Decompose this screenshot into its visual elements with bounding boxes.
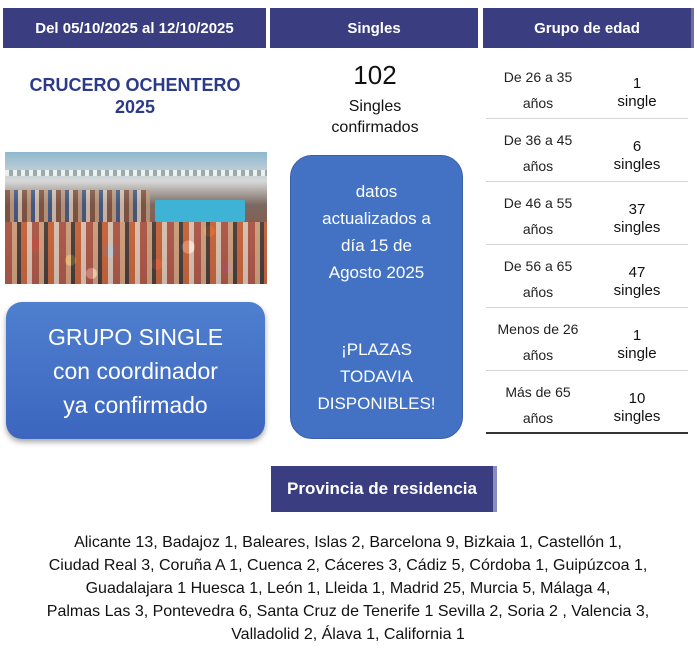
updated-line4: Agosto 2025 (328, 263, 425, 282)
age-range (488, 127, 588, 179)
single-group-line3: ya confirmado (63, 391, 208, 418)
age-range-line1: De 36 a 45 (503, 132, 573, 148)
province-line: Guadalajara 1 Huesca 1, León 1, Lleida 1, Madrid 25, Murcia 5, Málaga 4, (85, 580, 611, 597)
photo-pool (155, 200, 245, 222)
updated-line2: actualizados a (322, 209, 431, 228)
age-range-line1: De 26 a 35 (503, 69, 573, 85)
avail-line3: DISPONIBLES! (317, 394, 436, 413)
age-range-line2: años (522, 158, 554, 174)
photo-crowd-front (5, 222, 267, 284)
cruise-title (10, 74, 260, 118)
single-group-line1: GRUPO SINGLE (47, 323, 224, 350)
age-row (486, 371, 688, 434)
singles-count-label (275, 96, 475, 138)
age-count-unit: singles (613, 156, 661, 173)
age-range (488, 379, 588, 431)
singles-label-line2: confirmados (331, 119, 419, 136)
age-range (488, 253, 588, 305)
age-count (602, 264, 672, 300)
info-box (290, 155, 463, 439)
avail-line1: ¡PLAZAS (341, 340, 412, 359)
age-count-unit: single (617, 93, 657, 110)
age-count-unit: singles (613, 282, 661, 299)
age-count-value: 10 (628, 390, 646, 407)
province-line: Valladolid 2, Álava 1, California 1 (231, 626, 465, 643)
age-row (486, 245, 688, 308)
age-range (488, 190, 588, 242)
age-row (486, 182, 688, 245)
age-row (486, 56, 688, 119)
age-range-line1: Menos de 26 (497, 321, 579, 337)
age-range-line2: años (522, 221, 554, 237)
age-count (602, 390, 672, 426)
updated-line1: datos (355, 182, 398, 201)
age-count-value: 1 (632, 327, 642, 344)
age-range (488, 316, 588, 368)
age-row (486, 308, 688, 371)
province-list (8, 531, 688, 646)
province-line: Alicante 13, Badajoz 1, Baleares, Islas 2, Barcelona 9, Bizkaia 1, Castellón 1, (74, 534, 622, 551)
photo-crowd-back (5, 190, 150, 222)
age-row (486, 119, 688, 182)
age-group-table (486, 56, 688, 434)
age-count-unit: singles (613, 408, 661, 425)
singles-count: 102 (353, 60, 397, 90)
age-count (602, 138, 672, 174)
age-count (602, 75, 672, 111)
age-count-value: 47 (628, 264, 646, 281)
cruise-title-line2: 2025 (114, 97, 156, 117)
age-range-line1: De 56 a 65 (503, 258, 573, 274)
age-count-value: 37 (628, 201, 646, 218)
age-range-line2: años (522, 284, 554, 300)
cruise-deck-photo (5, 152, 267, 284)
dates-header: Del 05/10/2025 al 12/10/2025 (3, 8, 268, 48)
age-count-unit: single (617, 345, 657, 362)
province-header: Provincia de residencia (271, 466, 497, 512)
avail-line2: TODAVIA (339, 367, 414, 386)
age-range-line1: De 46 a 55 (503, 195, 573, 211)
age-range-line1: Más de 65 (505, 384, 571, 400)
age-count (602, 327, 672, 363)
single-group-line2: con coordinador (53, 357, 218, 384)
age-count (602, 201, 672, 237)
singles-label-line1: Singles (348, 98, 402, 115)
age-range-line2: años (522, 95, 554, 111)
age-group-header: Grupo de edad (483, 8, 694, 48)
age-range (488, 64, 588, 116)
age-range-line2: años (522, 347, 554, 363)
age-count-value: 6 (632, 138, 642, 155)
availability-note (291, 336, 462, 417)
province-line: Palmas Las 3, Pontevedra 6, Santa Cruz de Tenerife 1 Sevilla 2, Soria 2 , Valencia 3, (46, 603, 650, 620)
updated-note (291, 178, 462, 286)
age-count-unit: singles (613, 219, 661, 236)
single-group-button[interactable] (6, 302, 265, 439)
singles-header: Singles (270, 8, 480, 48)
updated-line3: día 15 de (341, 236, 412, 255)
province-line: Ciudad Real 3, Coruña A 1, Cuenca 2, Cáceres 3, Cádiz 5, Córdoba 1, Guipúzcoa 1, (48, 557, 648, 574)
photo-rail (5, 170, 267, 176)
cruise-title-line1: CRUCERO OCHENTERO (29, 75, 241, 95)
age-range-line2: años (522, 410, 554, 426)
age-count-value: 1 (632, 75, 642, 92)
